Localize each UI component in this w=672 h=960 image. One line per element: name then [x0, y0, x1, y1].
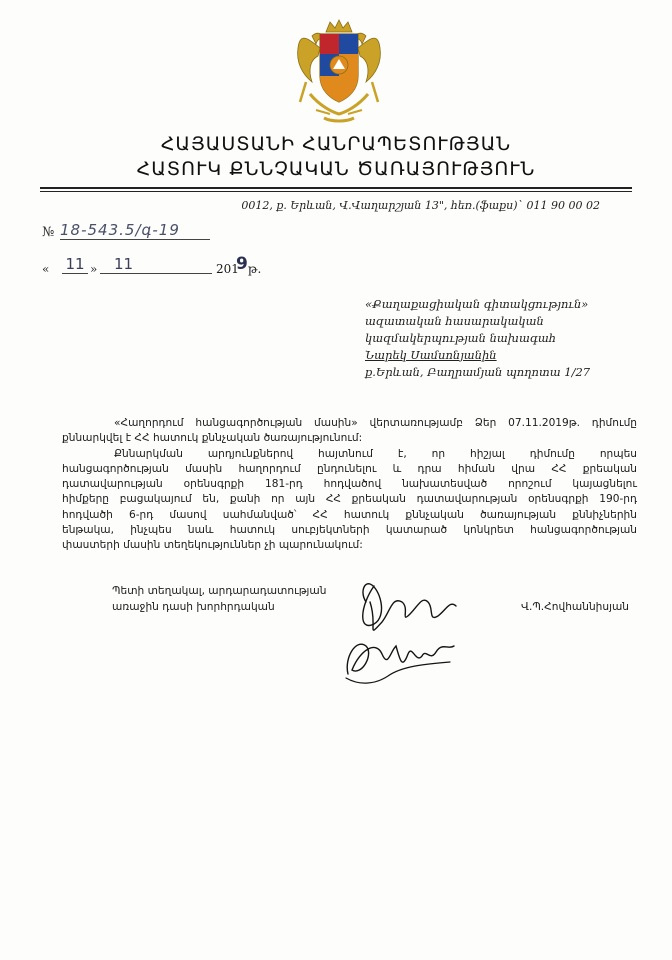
recipient-line: «Քաղաքացիական գիտակցություն» [365, 297, 589, 311]
body-line: քննարկվել է ՀՀ հատուկ քննչական ծառայությունում: [62, 432, 363, 445]
body-line: հիմքերը բացակայում են, քանի որ այն ՀՀ քրեական դատավարության օրենսգրքի 190-րդ [62, 493, 637, 506]
signatory-title-line: առաջին դասի խորհրդական [112, 601, 275, 613]
header-divider-thin [40, 191, 632, 192]
recipient-name: Նարեկ Սամսոնյանին [365, 348, 497, 362]
body-line: փաստերի մասին տեղեկություններ չի պարունակում: [62, 539, 363, 552]
date-year-prefix: 201 [216, 262, 239, 276]
body-line: Քննարկման արդյունքներով հայտնում է, որ հիշյալ դիմումը որպես [114, 447, 637, 460]
date-close-quote: » [90, 262, 98, 276]
recipient-block [365, 296, 645, 381]
date-year-suffix: թ. [248, 262, 262, 276]
organization-name-line1: ՀԱՅԱՍՏԱՆԻ ՀԱՆՐԱՊԵՏՈՒԹՅԱՆ [160, 133, 512, 155]
handwritten-signature-icon [330, 566, 470, 706]
signatory-title-line: Պետի տեղակալ, արդարադատության [112, 585, 327, 597]
signatory-name: Վ.Պ.Հովհաննիսյան [520, 601, 629, 613]
letter-body [62, 416, 637, 554]
date-month: 11 [100, 255, 212, 274]
coat-of-arms-of-armenia-icon [290, 18, 388, 128]
recipient-address: ք.Երևան, Բաղրամյան պողոտա 1/27 [365, 365, 591, 379]
registration-number-value: 18-543.5/գ-19 [60, 221, 210, 240]
body-line: հանցագործության մասին հաղորդում ընդունելու և դրա հիման վրա ՀՀ քրեական [62, 462, 637, 475]
organization-name-line2: ՀԱՏՈՒԿ ՔՆՆՉԱԿԱՆ ԾԱՌԱՅՈՒԹՅՈՒՆ [136, 158, 536, 180]
body-line: հոդվածի 6-րդ մասով սահմանված՝ ՀՀ հատուկ քննչական ծառայության քննիչներին [62, 508, 637, 521]
signatory-title [112, 583, 362, 615]
date-day: 11 [62, 255, 88, 274]
body-line: «Հաղորդում հանցագործության մասին» վերտառությամբ Ձեր 07.11.2019թ. դիմումը [114, 417, 637, 429]
date-year-digit: 9 [236, 254, 248, 274]
header-divider-thick [40, 187, 632, 189]
date-open-quote: « [42, 262, 50, 276]
recipient-line: ազատական հասարակական [365, 314, 544, 328]
body-line: ենթակա, ինչպես նաև հատուկ սուբյեկտների կատարած կոնկրետ հանցագործության [62, 524, 637, 537]
recipient-line: կազմակերպության նախագահ [365, 331, 557, 345]
organization-address: 0012, ք. Երևան, Վ.Վաղարշյան 13", հեռ.(ֆաքս)` 011 90 00 02 [241, 199, 600, 212]
body-line: դատավարության օրենսգրքի 181-րդ հոդվածով նախատեսված որոշում կայացնելու [62, 478, 637, 491]
registration-number-label: № [42, 225, 55, 240]
